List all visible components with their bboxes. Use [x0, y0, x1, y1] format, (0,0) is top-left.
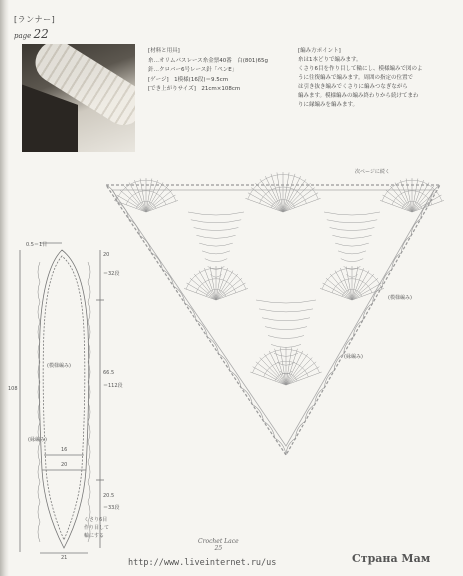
- width-16-label: 16: [61, 447, 68, 453]
- footer-book: Crochet Lace: [198, 538, 239, 545]
- fan-motif: [250, 347, 321, 385]
- runner-edge-scallop: [38, 522, 40, 542]
- instructions-line: くさり6目を作り目して輪にし、模様編みで図のよ: [298, 66, 423, 72]
- pattern-label-right: (模様編み): [388, 295, 412, 301]
- bottom-rows-label: ＝33段: [103, 505, 120, 511]
- watermark-url[interactable]: http://www.liveinternet.ru/us: [128, 558, 277, 568]
- start-note-1: くさり6目: [84, 517, 108, 523]
- edge-label-left: (縁編み): [28, 437, 47, 443]
- page-ref: page 22: [14, 27, 49, 41]
- materials-line: 針…クロバー6号レース針「ペンE」: [148, 67, 238, 73]
- runner-outline: [20, 243, 104, 553]
- body-height-label: 66.5: [103, 370, 115, 376]
- edge-label-right: (縁編み): [344, 354, 363, 360]
- instructions-title: [編み方ポイント]: [298, 48, 341, 54]
- runner-edge-scallop: [88, 482, 90, 502]
- watermark-logo: Страна Мам: [352, 552, 431, 565]
- pineapple-motifs: [114, 172, 444, 385]
- start-note-3: 輪にする: [84, 533, 105, 539]
- width-20-label: 20: [61, 462, 68, 468]
- runner-edge-scallop: [88, 442, 90, 462]
- instructions-line: うに往復編みで編みます。周囲の指定の位置で: [298, 75, 414, 81]
- materials-line: [でき上がりサイズ] 21cm×108cm: [148, 86, 241, 92]
- footer: [198, 538, 239, 552]
- materials-line: 糸…オリムパスレース糸金票40番 白(801)65g: [148, 57, 269, 64]
- runner-edge-scallop: [38, 282, 40, 302]
- top-rows-label: ＝32段: [103, 271, 120, 277]
- instructions-line: りに縁編みを編みます。: [298, 102, 359, 108]
- runner-edge-scallop: [38, 262, 40, 282]
- runner-edge-scallop: [88, 422, 90, 442]
- page-number: 22: [33, 27, 49, 41]
- runner-edge-scallop: [88, 262, 90, 282]
- fan-motif: [245, 172, 320, 212]
- instructions-line: 糸は1本どりで編みます。: [298, 57, 362, 63]
- instructions-line: は引き抜き編みでくさりに編みつなぎながら: [298, 84, 408, 90]
- fan-motif: [184, 266, 248, 300]
- start-note-2: 作り目して: [84, 525, 110, 531]
- materials-title: [材料と用具]: [148, 48, 180, 54]
- bottom-height-label: 20.5: [103, 493, 115, 499]
- materials-line: [ゲージ] 1模様(16段)＝9.5cm: [148, 76, 229, 83]
- edge-scallops: [38, 185, 440, 542]
- section-title: [ランナー]: [14, 15, 56, 24]
- pattern-label-left: (模様編み): [47, 363, 71, 369]
- top-height-label: 20: [103, 252, 110, 258]
- runner-edge-scallop: [38, 462, 40, 482]
- body-rows-label: ＝112段: [103, 383, 123, 389]
- next-page-label: 次ページに続く: [355, 169, 390, 175]
- runner-edge-scallop: [38, 442, 40, 462]
- runner-edge-scallop: [38, 302, 40, 322]
- top-width-label: 0.5＝1目: [26, 242, 48, 248]
- runner-edge-scallop: [88, 462, 90, 482]
- runner-edge-scallop: [88, 302, 90, 322]
- footer-page: 25: [214, 545, 223, 552]
- runner-edge-scallop: [38, 482, 40, 502]
- bottom-width-label: 21: [61, 555, 68, 561]
- runner-edge-scallop: [38, 502, 40, 522]
- instructions-line: 編みます。模様編みの編み終わりから続けてまわ: [298, 93, 419, 99]
- total-length-label: 108: [8, 386, 18, 392]
- runner-edge-scallop: [88, 282, 90, 302]
